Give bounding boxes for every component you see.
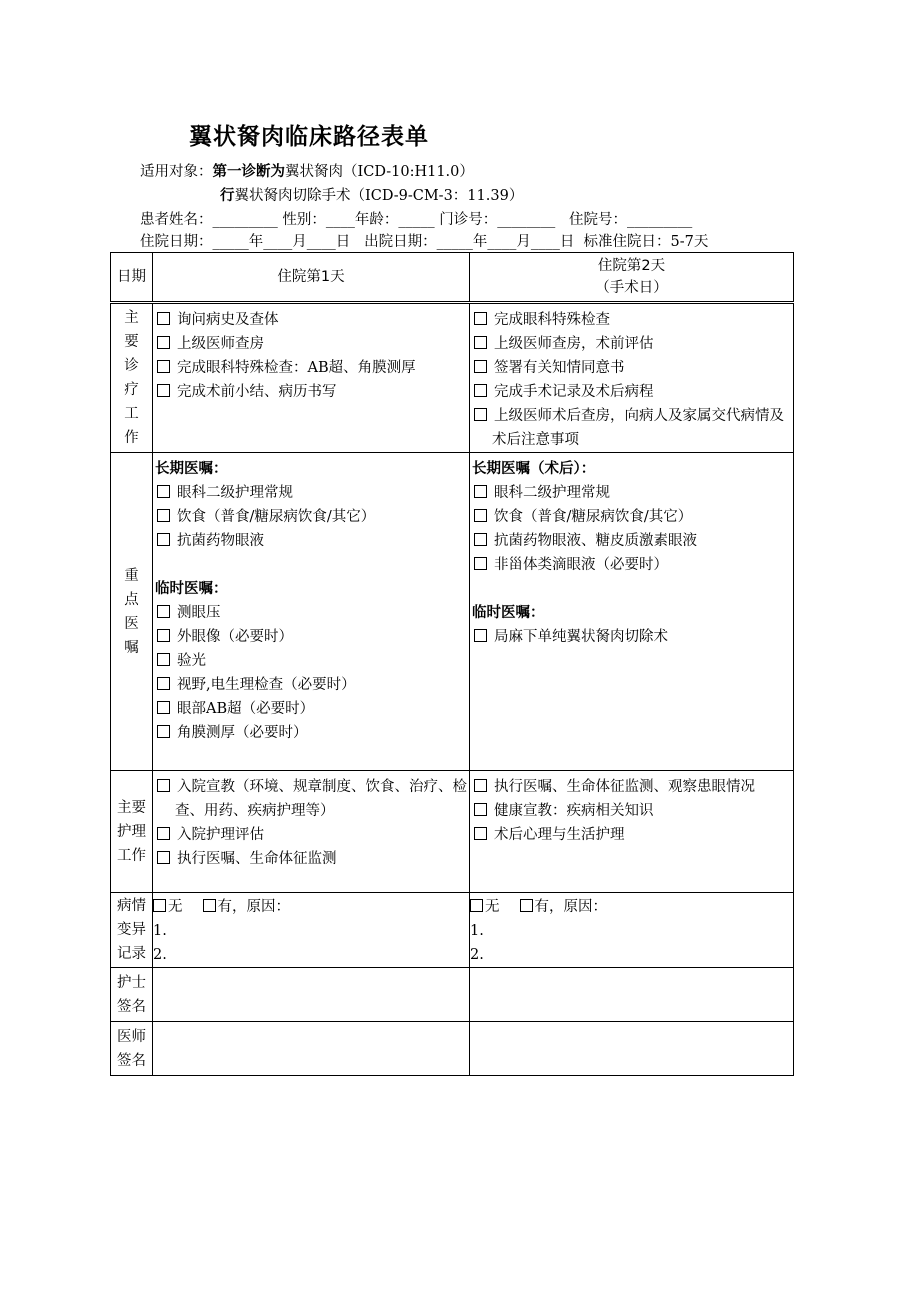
clinical-pathway-table [110, 252, 794, 1076]
item-text: 入院护理评估 [177, 827, 264, 843]
day1-header: 住院第1天 [277, 269, 345, 285]
label-char: 工 [124, 406, 139, 422]
main-work-row [111, 303, 794, 453]
none-label: 无 [485, 899, 500, 915]
checklist-item [155, 332, 469, 356]
checkbox[interactable] [157, 485, 170, 498]
procedure-bold: 行 [220, 188, 235, 204]
checkbox[interactable] [157, 312, 170, 325]
label-char: 作 [124, 430, 139, 446]
label-line: 医师 [117, 1028, 146, 1045]
item-text: 完成手术记录及术后病程 [494, 384, 654, 400]
checkbox[interactable] [474, 336, 487, 349]
checklist-item [155, 649, 469, 673]
item-text: 验光 [177, 653, 206, 669]
spacer [155, 553, 469, 577]
item-text: 角膜测厚（必要时） [177, 725, 308, 741]
item-text: 完成术前小结、病历书写 [177, 384, 337, 400]
checkbox[interactable] [474, 360, 487, 373]
patient-info-line: 患者姓名：_________ 性别：____年龄：_____ 门诊号：________ 住院号：_________ [140, 212, 693, 228]
item-text: 抗菌药物眼液 [177, 533, 264, 549]
procedure-text: 翼状胬肉切除手术（ICD-9-CM-3：11.39） [234, 188, 524, 204]
checkbox[interactable] [474, 779, 487, 792]
doctor-signature-day1[interactable] [153, 1022, 470, 1076]
item-text: 签署有关知情同意书 [494, 360, 625, 376]
checklist-item [155, 601, 469, 625]
checklist-item [155, 308, 469, 332]
label-line: 变异 [117, 922, 146, 938]
checklist-item [472, 505, 793, 529]
checkbox[interactable] [474, 827, 487, 840]
item-text: 眼部AB超（必要时） [177, 701, 315, 717]
checklist-item [472, 553, 793, 577]
day2-header-line1: 住院第2天 [597, 258, 666, 274]
item-text: 上级医师查房，术前评估 [494, 336, 654, 352]
checklist-item [155, 775, 469, 823]
main-work-day1-cell [153, 303, 470, 453]
orders-row [111, 453, 794, 771]
item-text: 执行医嘱、生命体征监测、观察患眼情况 [494, 779, 755, 795]
label-char: 疗 [124, 382, 139, 398]
checkbox[interactable] [157, 336, 170, 349]
applicable-line [140, 162, 474, 182]
label-char: 主 [124, 310, 139, 326]
checklist-item [472, 529, 793, 553]
date-info-line: 住院日期：_____年____月____日 出院日期：_____年____月____日 标准住院日：5-7天 [140, 234, 709, 250]
nurse-signature-day2[interactable] [470, 968, 794, 1022]
item-text: 健康宣教：疾病相关知识 [494, 803, 654, 819]
checkbox[interactable] [474, 384, 487, 397]
checkbox[interactable] [157, 605, 170, 618]
checkbox[interactable] [157, 677, 170, 690]
applicable-label: 适用对象： [140, 164, 213, 180]
checklist-item [155, 697, 469, 721]
checkbox[interactable] [474, 408, 487, 421]
nursing-label-cell [111, 771, 153, 893]
item-text: 饮食（普食/糖尿病饮食/其它） [494, 509, 693, 525]
label-line: 护士 [117, 974, 146, 991]
orders-day1-cell [153, 453, 470, 771]
item-text: 局麻下单纯翼状胬肉切除术 [494, 629, 668, 645]
nurse-signature-label-cell [111, 968, 153, 1022]
label-char: 嘱 [124, 639, 139, 656]
nursing-label [111, 771, 152, 892]
nurse-signature-row [111, 968, 794, 1022]
checkbox[interactable] [157, 851, 170, 864]
doctor-signature-row [111, 1022, 794, 1076]
checkbox[interactable] [157, 725, 170, 738]
day2-header-cell [470, 253, 794, 303]
item-text: 上级医师查房 [177, 336, 264, 352]
item-text: 视野,电生理检查（必要时） [177, 677, 356, 693]
checklist-item [155, 847, 469, 871]
checkbox[interactable] [474, 533, 487, 546]
spacer [472, 577, 793, 601]
main-work-label [111, 304, 152, 452]
checklist-item [472, 625, 793, 649]
day2-header-line2: （手术日） [595, 280, 668, 296]
checkbox[interactable] [474, 485, 487, 498]
none-checkbox[interactable] [470, 899, 483, 912]
checkbox[interactable] [157, 533, 170, 546]
checkbox[interactable] [157, 701, 170, 714]
diagnosis-bold: 第一诊断为 [212, 164, 285, 180]
checklist-item [472, 823, 793, 847]
diagnosis-text: 翼状胬肉（ICD-10:H11.0） [285, 164, 474, 180]
checkbox[interactable] [474, 803, 487, 816]
variance-row [111, 893, 794, 968]
variance-reason-2[interactable]: 2. [470, 947, 484, 963]
item-text: 执行医嘱、生命体征监测 [177, 851, 337, 867]
label-line: 病情 [117, 898, 146, 914]
postop-long-term-orders-label: 长期医嘱（术后）： [472, 461, 596, 477]
item-text: 饮食（普食/糖尿病饮食/其它） [177, 509, 376, 525]
checklist-item [155, 721, 469, 745]
checkbox[interactable] [157, 629, 170, 642]
label-line: 主要 [117, 799, 146, 816]
label-line: 护理 [117, 823, 146, 840]
temporary-orders-label: 临时医嘱： [155, 581, 228, 597]
item-text: 非甾体类滴眼液（必要时） [494, 557, 668, 573]
checkbox[interactable] [157, 384, 170, 397]
nursing-day1-cell [153, 771, 470, 893]
temporary-orders-label: 临时医嘱： [472, 605, 545, 621]
header-row [111, 253, 794, 303]
item-text: 测眼压 [177, 605, 221, 621]
item-text: 询问病史及查体 [177, 312, 279, 328]
doctor-signature-day2[interactable] [470, 1022, 794, 1076]
yes-label: 有，原因： [217, 899, 290, 915]
checklist-item [472, 332, 793, 356]
nurse-signature-label [111, 968, 152, 1021]
checkbox[interactable] [157, 509, 170, 522]
main-work-label-cell [111, 303, 153, 453]
variance-label-cell [111, 893, 153, 968]
item-text: 上级医师术后查房，向病人及家属交代病情及术后注意事项 [492, 408, 784, 448]
checkbox[interactable] [474, 312, 487, 325]
checklist-item [472, 799, 793, 823]
doctor-signature-label-cell [111, 1022, 153, 1076]
checkbox[interactable] [157, 779, 170, 792]
variance-reason-1[interactable]: 1. [470, 923, 484, 939]
checklist-item [472, 404, 793, 452]
item-text: 抗菌药物眼液、糖皮质激素眼液 [494, 533, 697, 549]
variance-options [153, 895, 469, 919]
item-text: 外眼像（必要时） [177, 629, 293, 645]
label-line: 工作 [117, 847, 146, 864]
doctor-signature-label [111, 1022, 152, 1075]
checkbox[interactable] [474, 557, 487, 570]
checkbox[interactable] [157, 653, 170, 666]
checkbox[interactable] [157, 360, 170, 373]
item-text: 术后心理与生活护理 [494, 827, 625, 843]
checklist-item [155, 823, 469, 847]
orders-label [111, 453, 152, 770]
variance-reason-1[interactable]: 1. [153, 923, 167, 939]
yes-checkbox[interactable] [203, 899, 216, 912]
checkbox[interactable] [474, 629, 487, 642]
label-line: 签名 [117, 998, 146, 1015]
checklist-item [155, 673, 469, 697]
variance-options [470, 895, 793, 919]
item-text: 入院宣教（环境、规章制度、饮食、治疗、检查、用药、疾病护理等） [175, 779, 467, 819]
item-text: 眼科二级护理常规 [494, 485, 610, 501]
yes-label: 有，原因： [534, 899, 607, 915]
main-work-day2-cell [470, 303, 794, 453]
variance-label [111, 893, 152, 967]
item-text: 眼科二级护理常规 [177, 485, 293, 501]
checklist-item [155, 481, 469, 505]
nursing-day2-cell [470, 771, 794, 893]
checklist-item [472, 481, 793, 505]
date-label-cell [111, 253, 153, 303]
item-text: 完成眼科特殊检查 [494, 312, 610, 328]
none-checkbox[interactable] [153, 899, 166, 912]
label-line: 记录 [117, 946, 146, 962]
checkbox[interactable] [474, 509, 487, 522]
variance-reason-2[interactable]: 2. [153, 947, 167, 963]
checklist-item [155, 505, 469, 529]
orders-day2-cell [470, 453, 794, 771]
checkbox[interactable] [157, 827, 170, 840]
checklist-item [472, 775, 793, 799]
checklist-item [472, 308, 793, 332]
none-label: 无 [168, 899, 183, 915]
checklist-item [155, 625, 469, 649]
day1-header-cell [153, 253, 470, 303]
label-char: 重 [124, 567, 139, 584]
checklist-item [472, 380, 793, 404]
checklist-item [472, 356, 793, 380]
page-title: 翼状胬肉临床路径表单 [189, 124, 429, 150]
date-label: 日期 [117, 269, 146, 285]
checklist-item [155, 529, 469, 553]
checklist-item [155, 380, 469, 404]
label-char: 医 [124, 615, 139, 632]
nursing-row [111, 771, 794, 893]
label-char: 要 [124, 334, 139, 350]
procedure-line [220, 186, 523, 206]
label-line: 签名 [117, 1052, 146, 1069]
item-text: 完成眼科特殊检查：AB超、角膜测厚 [177, 360, 416, 376]
checklist-item [155, 356, 469, 380]
label-char: 点 [124, 591, 139, 608]
nurse-signature-day1[interactable] [153, 968, 470, 1022]
label-char: 诊 [124, 358, 139, 374]
yes-checkbox[interactable] [520, 899, 533, 912]
orders-label-cell [111, 453, 153, 771]
variance-day1-cell [153, 893, 470, 968]
long-term-orders-label: 长期医嘱： [155, 461, 228, 477]
variance-day2-cell [470, 893, 794, 968]
